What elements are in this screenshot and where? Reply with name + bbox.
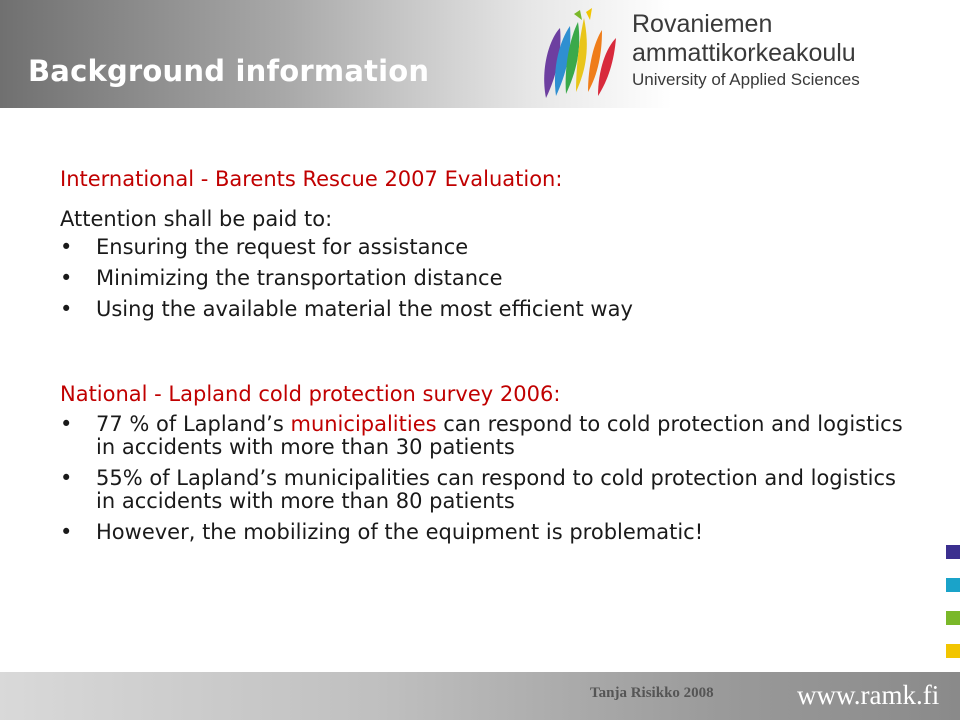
- footer-author: Tanja Risikko 2008: [590, 685, 714, 701]
- color-square-yellow: [946, 644, 960, 658]
- bullet-icon: •: [60, 297, 73, 321]
- logo-name-line2: ammattikorkeakoulu: [632, 39, 856, 67]
- list-item: • Using the available material the most efficient way: [60, 297, 633, 321]
- bullet-icon: •: [60, 520, 73, 544]
- national-heading: National - Lapland cold protection survey 2006:: [60, 382, 561, 406]
- list-item: • Ensuring the request for assistance: [60, 235, 469, 259]
- logo-text: [632, 10, 860, 92]
- logo-name-line3: University of Applied Sciences: [632, 70, 860, 89]
- ramk-logo-icon: [536, 8, 626, 100]
- bullet-icon: •: [60, 412, 73, 436]
- logo-name-line1: Rovaniemen: [632, 10, 773, 38]
- international-list: [60, 236, 920, 321]
- list-item: • 55% of Lapland’s municipalities can respond to cold protection and logistics in accidents with more than 80 patients: [60, 466, 896, 513]
- slide-body: [60, 166, 920, 552]
- list-item: • Minimizing the transportation distance: [60, 266, 503, 290]
- highlight-municipalities: municipalities: [290, 412, 437, 436]
- footer-website: www.ramk.fi: [797, 680, 940, 710]
- bullet-icon: •: [60, 266, 73, 290]
- bullet-icon: •: [60, 235, 73, 259]
- bullet-icon: •: [60, 466, 73, 490]
- list-item: • However, the mobilizing of the equipment is problematic!: [60, 520, 704, 544]
- international-heading: International - Barents Rescue 2007 Evaluation:: [60, 167, 563, 191]
- color-square-purple: [946, 545, 960, 559]
- header-bar: [0, 0, 960, 108]
- color-square-cyan: [946, 578, 960, 592]
- national-list: [60, 413, 920, 544]
- international-intro: Attention shall be paid to:: [60, 207, 333, 231]
- slide-title: Background information: [28, 54, 430, 88]
- color-square-green: [946, 611, 960, 625]
- list-item: • 77 % of Lapland’s municipalities can respond to cold protection and logistics in accidents with more than 30 patients: [60, 412, 903, 459]
